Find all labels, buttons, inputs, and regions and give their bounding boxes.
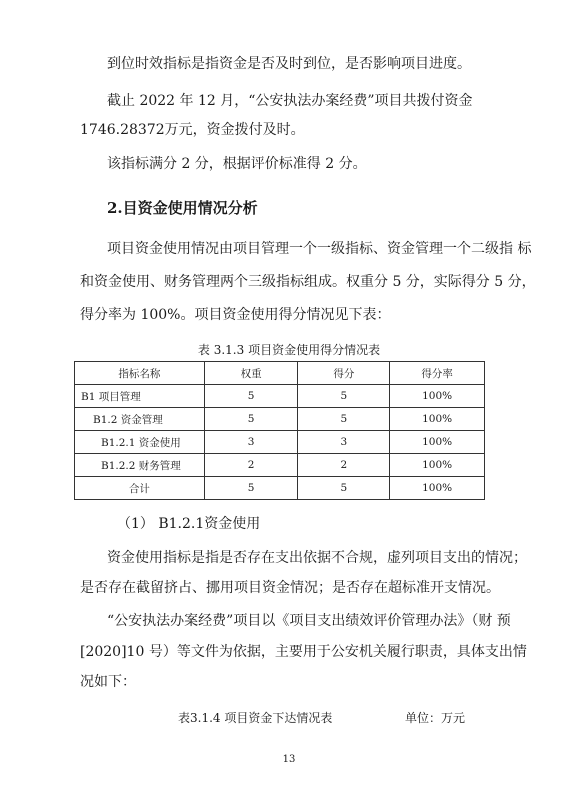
table-cell-weight: 5 (204, 385, 298, 408)
table-cell-indicator: 合计 (75, 477, 205, 500)
paragraph-usage-line3: 得分率为 100%。项目资金使用得分情况见下表： (80, 307, 391, 323)
table-cell-weight: 3 (204, 431, 298, 454)
table-header-cell: 权重 (204, 362, 298, 385)
table-cell-score: 3 (298, 431, 390, 454)
table2-caption: 表3.1.4 项目资金下达情况表 (178, 711, 333, 725)
table-cell-indicator: B1 项目管理 (75, 385, 205, 408)
table-row (75, 454, 485, 477)
table-cell-rate: 100% (390, 454, 485, 477)
paragraph-funding-line1: 截止 2022 年 12 月，“公安执法办案经费”项目共拨付资金 (107, 93, 473, 109)
page-number: 13 (282, 754, 296, 765)
table-header-cell: 指标名称 (75, 362, 205, 385)
table-cell-weight: 5 (204, 408, 298, 431)
paragraph-basis-line2: [2020]10 号）等文件为依据，主要用于公安机关履行职责，具体支出情 (80, 644, 527, 660)
table-cell-score: 5 (298, 408, 390, 431)
table-cell-score: 5 (298, 477, 390, 500)
paragraph-score-note: 该指标满分 2 分，根据评价标准得 2 分。 (107, 156, 367, 172)
table1-caption: 表 3.1.3 项目资金使用得分情况表 (197, 343, 381, 357)
table-cell-score: 2 (298, 454, 390, 477)
paragraph-basis-line3: 况如下： (80, 674, 136, 690)
paragraph-usage-indicator-line1: 资金使用指标是指是否存在支出依据不合规，虚列项目支出的情况； (107, 550, 527, 566)
table-cell-indicator: B1.2.2 财务管理 (75, 454, 205, 477)
table-header-cell: 得分 (298, 362, 390, 385)
table-cell-rate: 100% (390, 385, 485, 408)
table-row (75, 408, 485, 431)
table-cell-indicator: B1.2 资金管理 (75, 408, 205, 431)
table-cell-rate: 100% (390, 477, 485, 500)
table-cell-score: 5 (298, 385, 390, 408)
paragraph-usage-line1: 项目资金使用情况由项目管理一个一级指标、资金管理一个二级指 标 (107, 241, 532, 257)
table-cell-indicator: B1.2.1 资金使用 (75, 431, 205, 454)
table-row (75, 385, 485, 408)
table2-unit: 单位：万元 (405, 711, 466, 725)
section-heading: 2.目资金使用情况分析 (107, 199, 258, 217)
paragraph-funding-line2: 1746.28372万元，资金拨付及时。 (80, 122, 305, 138)
table-header-row (75, 362, 485, 385)
paragraph-timeliness-definition: 到位时效指标是指资金是否及时到位，是否影响项目进度。 (107, 56, 471, 72)
table-row (75, 431, 485, 454)
paragraph-usage-indicator-line2: 是否存在截留挤占、挪用项目资金情况；是否存在超标准开支情况。 (80, 580, 500, 596)
table-cell-weight: 2 (204, 454, 298, 477)
table-cell-rate: 100% (390, 431, 485, 454)
table-cell-rate: 100% (390, 408, 485, 431)
paragraph-basis-line1: “公安执法办案经费”项目以《项目支出绩效评价管理办法》（财 预 (107, 613, 511, 629)
table-total-row (75, 477, 485, 500)
table-header-cell: 得分率 (390, 362, 485, 385)
score-table (74, 361, 485, 500)
table-cell-weight: 5 (204, 477, 298, 500)
paragraph-usage-line2: 和资金使用、财务管理两个三级指标组成。权重分 5 分，实际得分 5 分， (80, 274, 536, 290)
sub-heading-fund-usage: （1） B1.2.1资金使用 (117, 516, 261, 532)
